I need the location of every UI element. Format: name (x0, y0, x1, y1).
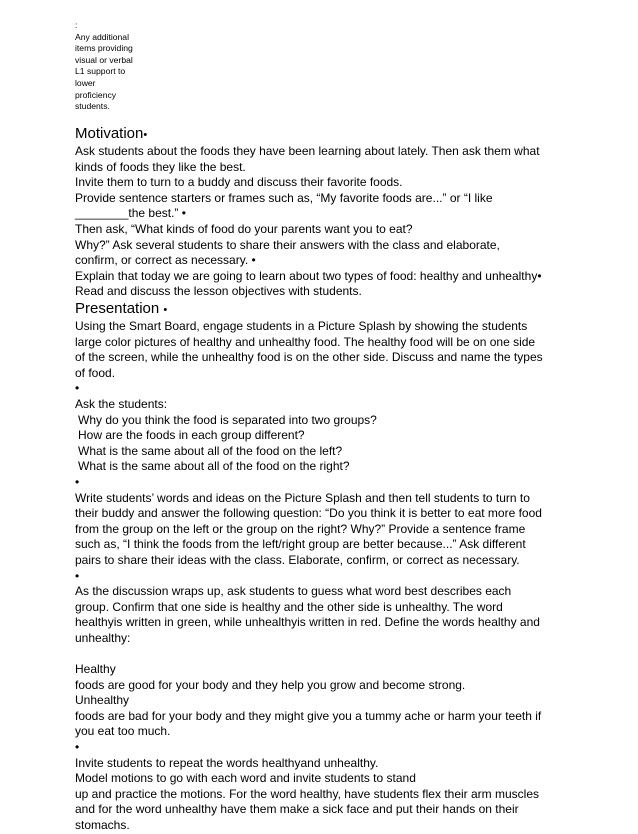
question-line: What is the same about all of the food on the left? (78, 443, 343, 458)
question-line: Why do you think the food is separated into two groups? (78, 412, 377, 427)
paragraph-line: stomachs. (75, 818, 130, 832)
paragraph-line: Model motions to go with each word and invite students to stand (75, 771, 416, 786)
side-note-line: Any additional (75, 31, 129, 42)
paragraph-line: from the group on the left or the group on the right? Why?” Provide a sentence frame (75, 521, 526, 536)
paragraph-line: confirm, or correct as necessary. • (75, 253, 256, 268)
paragraph-line: Invite students to repeat the words healthyand unhealthy. (75, 755, 379, 770)
paragraph-line: Ask students about the foods they have been learning about lately. Then ask them what (75, 144, 540, 158)
paragraph-line: Invite them to turn to a buddy and discuss their favorite foods. (75, 175, 403, 190)
bullet: • (75, 568, 80, 583)
blank-line (75, 646, 563, 662)
paragraph-line: unhealthy: (75, 630, 131, 645)
side-note-line: items providing (75, 43, 133, 54)
term-unhealthy: Unhealthy (75, 693, 130, 708)
paragraph-line: Ask the students: (75, 396, 168, 411)
paragraph-line: such as, “I think the foods from the left/right group are better because...” Ask different (75, 537, 526, 552)
motivation-heading (75, 125, 563, 144)
side-note-line: L1 support to (75, 66, 126, 77)
bullet: • (75, 381, 80, 396)
paragraph-line: their buddy and answer the following question: “Do you think it is better to eat more food (75, 506, 542, 521)
term-healthy: Healthy (75, 662, 116, 677)
motivation-section (75, 125, 563, 300)
paragraph-line: Write students’ words and ideas on the Picture Splash and then tell students to turn to (75, 490, 530, 505)
paragraph-line: Why?” Ask several students to share their answers with the class and elaborate, (75, 237, 500, 252)
paragraph-line: of the screen, while the unhealthy food is on the other side. Discuss and name the types (75, 350, 543, 365)
paragraph-line: Read and discuss the lesson objectives with students. (75, 284, 362, 299)
paragraph-line: and for the word unhealthy have them make a sick face and put their hands on their (75, 802, 519, 817)
presentation-section (75, 300, 563, 834)
paragraph-line: of food. (75, 365, 116, 380)
paragraph-line: up and practice the motions. For the word healthy, have students flex their arm muscles (75, 786, 540, 801)
side-note-line: lower (75, 77, 96, 88)
side-note-line: : (75, 20, 78, 30)
paragraph-line: Using the Smart Board, engage students in a Picture Splash by showing the students (75, 319, 528, 333)
paragraph-line: kinds of foods they like the best. (75, 159, 246, 174)
side-note-line: proficiency (75, 89, 117, 100)
paragraph-line: you eat too much. (75, 724, 171, 739)
paragraph-line: Then ask, “What kinds of food do your parents want you to eat? (75, 221, 413, 236)
paragraph-line: Explain that today we are going to learn about two types of food: healthy and unhealthy• (75, 268, 542, 283)
motivation-heading-text: Motivation (75, 125, 144, 142)
bullet: • (143, 129, 148, 141)
paragraph-line: healthyis written in green, while unhealthyis written in red. Define the words healthy and (75, 615, 540, 630)
question-line: How are the foods in each group different? (78, 428, 305, 443)
bullet: • (75, 740, 80, 755)
paragraph-line: large color pictures of healthy and unhealthy food. The healthy food will be on one side (75, 334, 536, 349)
side-note-line: visual or verbal (75, 54, 133, 65)
definition-unhealthy: foods are bad for your body and they might give you a tummy ache or harm your teeth if (75, 708, 542, 723)
paragraph-line: ________the best.” • (75, 206, 186, 221)
presentation-heading (75, 300, 563, 319)
side-note (75, 20, 155, 113)
question-line: What is the same about all of the food on the right? (78, 459, 350, 474)
bullet: • (75, 474, 80, 489)
definition-healthy: foods are good for your body and they help you grow and become strong. (75, 677, 466, 692)
paragraph-line: Provide sentence starters or frames such as, “My favorite foods are...” or “I like (75, 190, 493, 205)
paragraph-line: group. Confirm that one side is healthy and the other side is unhealthy. The word (75, 599, 503, 614)
bullet: • (163, 304, 168, 316)
paragraph-line: pairs to share their ideas with the class. Elaborate, confirm, or correct as necessary. (75, 552, 520, 567)
presentation-heading-text: Presentation (75, 300, 160, 317)
paragraph-line: As the discussion wraps up, ask students to guess what word best describes each (75, 584, 512, 599)
side-note-line: students. (75, 101, 110, 112)
